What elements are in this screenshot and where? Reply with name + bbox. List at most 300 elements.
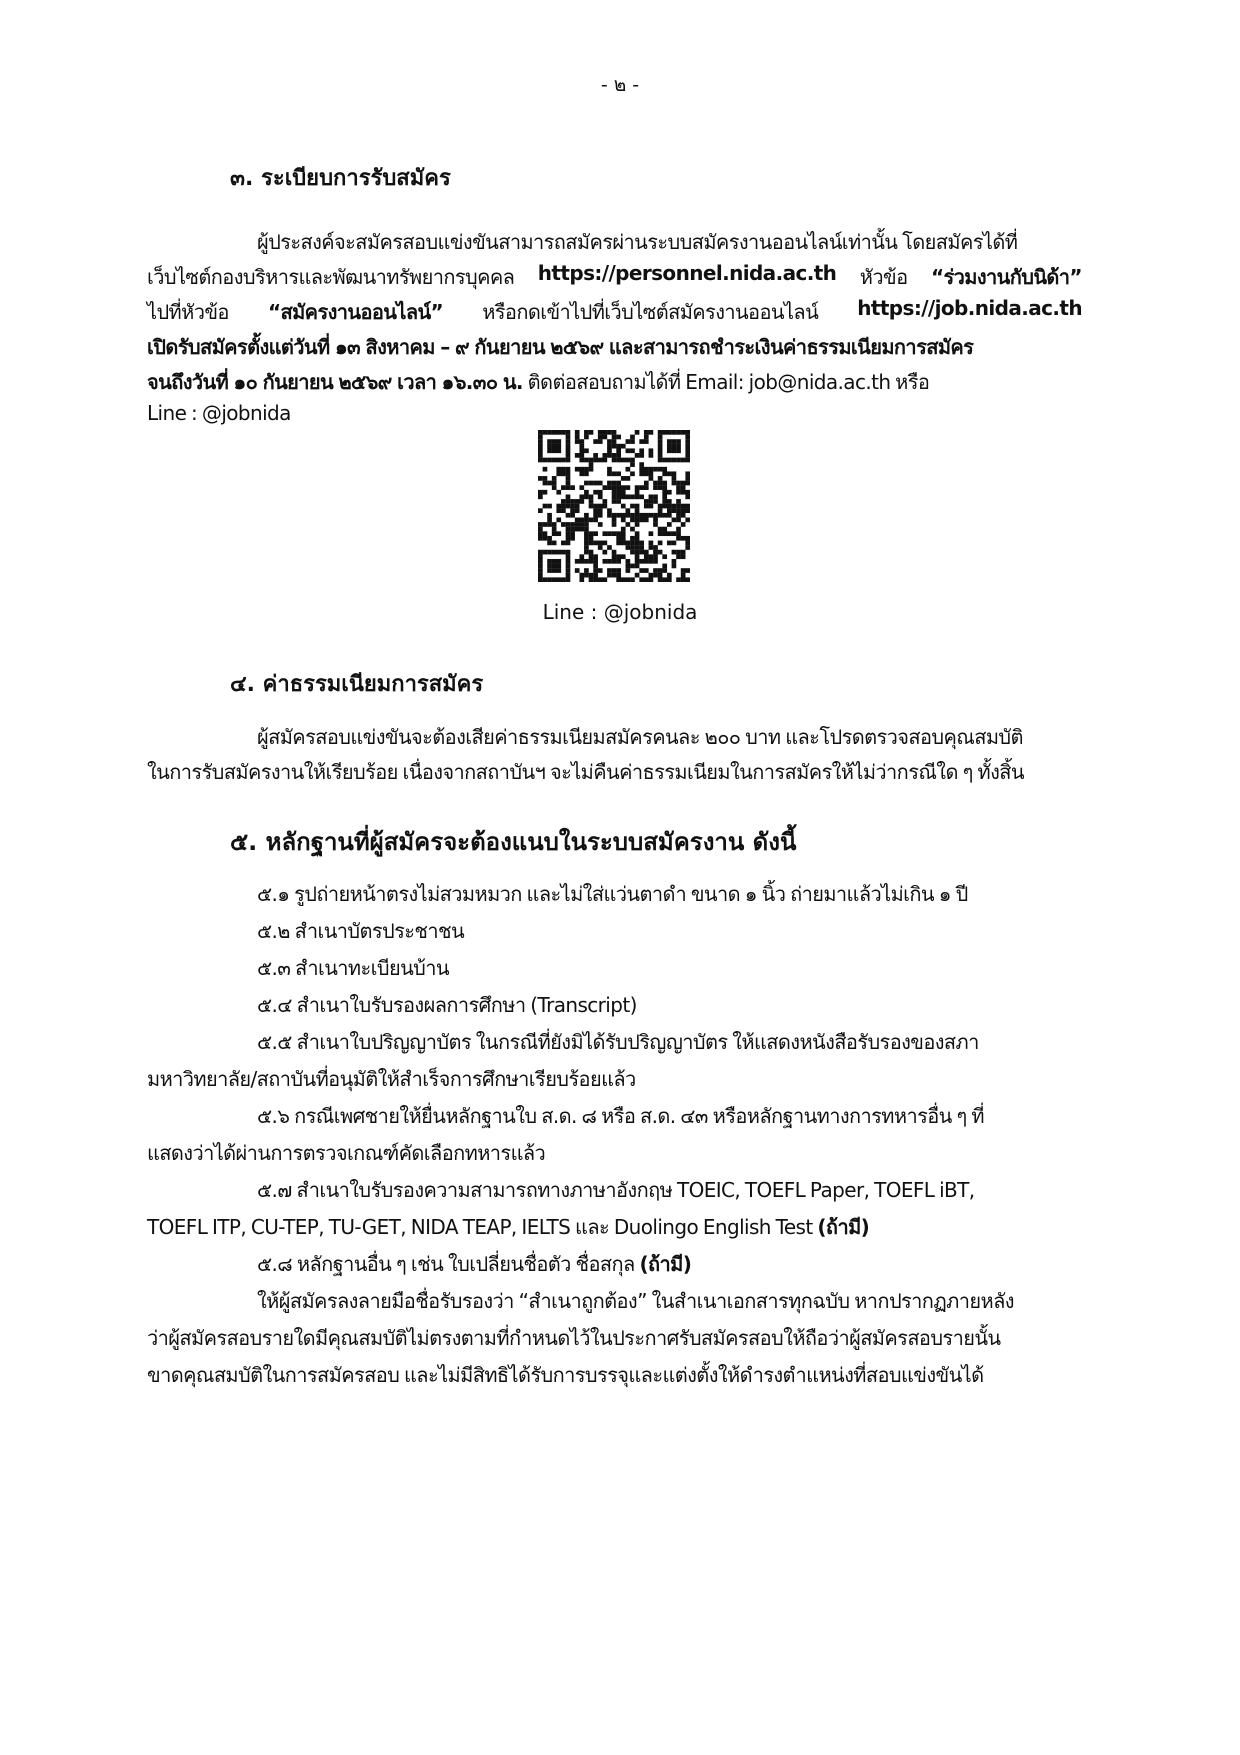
qr-module — [672, 458, 677, 463]
qr-module — [566, 458, 571, 463]
qr-module — [566, 471, 571, 476]
qr-module — [653, 554, 658, 559]
qr-module — [626, 545, 631, 550]
qr-module — [649, 476, 654, 481]
qr-module — [579, 439, 584, 444]
qr-module — [538, 448, 543, 453]
qr-module — [626, 494, 631, 499]
qr-module — [602, 504, 607, 509]
qr-module — [584, 522, 589, 527]
qr-module — [649, 573, 654, 578]
qr-module — [584, 573, 589, 578]
qr-module — [538, 522, 543, 527]
qr-module — [607, 467, 612, 472]
qr-module — [649, 467, 654, 472]
qr-module — [672, 444, 677, 449]
qr-module — [579, 554, 584, 559]
qr-module — [616, 444, 621, 449]
qr-module — [575, 435, 580, 440]
qr-module — [685, 536, 690, 541]
qr-module — [566, 513, 571, 518]
qr-module — [556, 504, 561, 509]
qr-module — [593, 439, 598, 444]
qr-module — [658, 577, 663, 582]
contact-text: ติดต่อสอบถามได้ที่ Email: job@nida.ac.th หรือ — [527, 370, 930, 394]
qr-module — [662, 499, 667, 504]
qr-module — [672, 541, 677, 546]
qr-module — [658, 527, 663, 532]
section-4-heading: ๔. ค่าธรรมเนียมการสมัคร — [230, 672, 484, 697]
qr-module — [556, 471, 561, 476]
qr-module — [635, 522, 640, 527]
qr-module — [662, 490, 667, 495]
qr-module — [685, 518, 690, 523]
qr-module — [612, 573, 617, 578]
qr-module — [667, 504, 672, 509]
qr-module — [538, 490, 543, 495]
section-5-note-line-1: ให้ผู้สมัครลงลายมือชื่อรับรองว่า “สำเนาถูกต้อง” ในสำเนาเอกสารทุกฉบับ หากปรากฏภายหลัง — [257, 1289, 1014, 1313]
personnel-url-link[interactable]: https://personnel.nida.ac.th — [537, 261, 837, 285]
qr-module — [589, 499, 594, 504]
qr-module — [676, 527, 681, 532]
qr-module — [589, 554, 594, 559]
qr-module — [538, 564, 543, 569]
qr-module — [593, 573, 598, 578]
qr-module — [676, 458, 681, 463]
qr-module — [653, 568, 658, 573]
qr-module — [570, 499, 575, 504]
qr-module — [589, 504, 594, 509]
qr-module — [644, 467, 649, 472]
qr-module — [626, 522, 631, 527]
qr-module — [635, 554, 640, 559]
qr-module — [566, 564, 571, 569]
qr-module — [575, 568, 580, 573]
qr-module — [621, 444, 626, 449]
qr-module — [662, 494, 667, 499]
qr-module — [667, 444, 672, 449]
qr-module — [672, 518, 677, 523]
qr-module — [626, 485, 631, 490]
qr-module — [649, 531, 654, 536]
qr-module — [630, 448, 635, 453]
qr-module — [630, 545, 635, 550]
qr-module — [681, 504, 686, 509]
qr-module — [566, 527, 571, 532]
qr-module — [593, 564, 598, 569]
qr-module — [607, 439, 612, 444]
qr-module — [584, 559, 589, 564]
qr-module — [579, 458, 584, 463]
qr-module — [538, 559, 543, 564]
qr-module — [616, 559, 621, 564]
qr-module — [653, 573, 658, 578]
qr-module — [635, 545, 640, 550]
qr-module — [653, 467, 658, 472]
qr-module — [644, 430, 649, 435]
qr-module — [658, 481, 663, 486]
qr-module — [635, 573, 640, 578]
qr-module — [556, 577, 561, 582]
qr-module — [662, 568, 667, 573]
qr-module — [547, 504, 552, 509]
qr-module — [644, 577, 649, 582]
qr-module — [593, 504, 598, 509]
qr-module — [681, 550, 686, 555]
qr-module — [672, 439, 677, 444]
section-3-line-6: Line : @jobnida — [147, 401, 291, 425]
qr-module — [644, 481, 649, 486]
qr-module — [612, 485, 617, 490]
qr-module — [556, 490, 561, 495]
qr-module — [662, 577, 667, 582]
qr-module — [598, 577, 603, 582]
section-5-item-3: ๕.๓ สำเนาทะเบียนบ้าน — [257, 956, 449, 980]
qr-module — [616, 531, 621, 536]
qr-module — [575, 559, 580, 564]
qr-module — [676, 448, 681, 453]
qr-module — [616, 536, 621, 541]
qr-module — [556, 559, 561, 564]
qr-module — [547, 541, 552, 546]
qr-module — [566, 435, 571, 440]
qr-module — [621, 518, 626, 523]
qr-module — [566, 522, 571, 527]
qr-module — [658, 531, 663, 536]
qr-module — [635, 430, 640, 435]
qr-module — [566, 439, 571, 444]
qr-module — [635, 513, 640, 518]
qr-module — [593, 541, 598, 546]
qr-module — [552, 448, 557, 453]
qr-module — [589, 541, 594, 546]
qr-module — [579, 494, 584, 499]
qr-module — [667, 577, 672, 582]
qr-module — [672, 448, 677, 453]
qr-module — [538, 476, 543, 481]
qr-module — [681, 458, 686, 463]
qr-module — [552, 444, 557, 449]
qr-module — [566, 430, 571, 435]
qr-module — [630, 527, 635, 532]
qr-module — [612, 490, 617, 495]
qr-module — [602, 559, 607, 564]
qr-module — [547, 448, 552, 453]
qr-module — [566, 481, 571, 486]
qr-module — [566, 444, 571, 449]
qr-module — [626, 458, 631, 463]
qr-module — [644, 554, 649, 559]
section-3-line-2 — [147, 261, 1082, 293]
qr-module — [662, 471, 667, 476]
qr-module — [649, 554, 654, 559]
qr-module — [621, 485, 626, 490]
qr-module — [685, 481, 690, 486]
qr-module — [575, 430, 580, 435]
qr-module — [598, 435, 603, 440]
qr-module — [616, 471, 621, 476]
qr-module — [547, 430, 552, 435]
qr-module — [561, 504, 566, 509]
qr-module — [616, 513, 621, 518]
qr-module — [547, 536, 552, 541]
qr-module — [584, 531, 589, 536]
qr-module — [575, 522, 580, 527]
section-5-item-6-line-1: ๕.๖ กรณีเพศชายให้ยื่นหลักฐานใบ ส.ด. ๘ หรือ ส.ด. ๔๓ หรือหลักฐานทางการทหารอื่น ๆ ที่ — [257, 1104, 984, 1128]
qr-module — [685, 453, 690, 458]
qr-module — [658, 485, 663, 490]
qr-module — [667, 490, 672, 495]
qr-module — [672, 531, 677, 536]
job-url-link[interactable]: https://job.nida.ac.th — [857, 296, 1082, 320]
qr-module — [653, 559, 658, 564]
qr-module — [543, 458, 548, 463]
qr-module — [667, 458, 672, 463]
qr-module — [598, 541, 603, 546]
qr-module — [593, 490, 598, 495]
qr-module — [602, 577, 607, 582]
qr-module — [543, 430, 548, 435]
qr-module — [579, 467, 584, 472]
qr-module — [630, 435, 635, 440]
qr-module — [584, 458, 589, 463]
qr-module — [570, 527, 575, 532]
qr-module — [566, 499, 571, 504]
qr-module — [676, 481, 681, 486]
qr-module — [561, 541, 566, 546]
qr-module — [566, 448, 571, 453]
qr-module — [685, 504, 690, 509]
qr-module — [607, 545, 612, 550]
qr-module — [667, 541, 672, 546]
qr-module — [658, 504, 663, 509]
qr-module — [676, 550, 681, 555]
qr-module — [662, 458, 667, 463]
qr-module — [538, 439, 543, 444]
qr-module — [566, 577, 571, 582]
qr-module — [649, 513, 654, 518]
qr-module — [626, 476, 631, 481]
qr-module — [644, 471, 649, 476]
qr-module — [561, 522, 566, 527]
qr-module — [547, 518, 552, 523]
qr-module — [626, 559, 631, 564]
qr-module — [612, 435, 617, 440]
qr-module — [552, 568, 557, 573]
qr-module — [630, 494, 635, 499]
qr-module — [616, 453, 621, 458]
qr-module — [616, 494, 621, 499]
qr-module — [672, 471, 677, 476]
qr-module — [681, 513, 686, 518]
qr-module — [635, 494, 640, 499]
qr-module — [579, 471, 584, 476]
qr-module — [589, 577, 594, 582]
qr-module — [662, 554, 667, 559]
qr-module — [644, 499, 649, 504]
qr-module — [612, 522, 617, 527]
qr-module — [626, 439, 631, 444]
qr-module — [667, 471, 672, 476]
qr-module — [570, 522, 575, 527]
section-3-line-3 — [147, 296, 1082, 328]
section-4-line-2: ในการรับสมัครงานให้เรียบร้อย เนื่องจากสถาบันฯ จะไม่คืนค่าธรรมเนียมในการสมัครให้ไม่ว่ากรณีใด ๆ ทั้งสิ้น — [147, 760, 1024, 784]
qr-module — [681, 554, 686, 559]
qr-module — [547, 559, 552, 564]
qr-module — [593, 568, 598, 573]
qr-module — [653, 481, 658, 486]
qr-module — [672, 430, 677, 435]
qr-module — [598, 568, 603, 573]
qr-module — [543, 577, 548, 582]
qr-module — [672, 508, 677, 513]
qr-module — [556, 518, 561, 523]
qr-module — [589, 550, 594, 555]
qr-module — [612, 513, 617, 518]
qr-module — [543, 536, 548, 541]
qr-module — [556, 550, 561, 555]
qr-module — [607, 559, 612, 564]
qr-module — [612, 568, 617, 573]
qr-module — [607, 430, 612, 435]
qr-module — [672, 559, 677, 564]
section-5-item-4: ๕.๔ สำเนาใบรับรองผลการศึกษา (Transcript) — [257, 993, 637, 1017]
qr-module — [626, 448, 631, 453]
qr-module — [662, 481, 667, 486]
qr-module — [543, 481, 548, 486]
qr-module — [584, 494, 589, 499]
qr-module — [630, 513, 635, 518]
qr-module — [570, 508, 575, 513]
qr-module — [616, 490, 621, 495]
qr-module — [626, 541, 631, 546]
qr-module — [658, 476, 663, 481]
qr-module — [589, 494, 594, 499]
qr-module — [649, 494, 654, 499]
qr-module — [662, 430, 667, 435]
qr-module — [561, 458, 566, 463]
qr-module — [584, 541, 589, 546]
qr-module — [644, 518, 649, 523]
qr-module — [589, 573, 594, 578]
qr-module — [649, 559, 654, 564]
qr-module — [543, 550, 548, 555]
qr-module — [685, 471, 690, 476]
qr-module — [561, 577, 566, 582]
qr-module — [566, 485, 571, 490]
section-5-heading: ๕. หลักฐานที่ผู้สมัครจะต้องแนบในระบบสมัครงาน ดังนี้ — [230, 828, 797, 856]
qr-module — [598, 504, 603, 509]
section-5-item-5-line-1: ๕.๕ สำเนาใบปริญญาบัตร ในกรณีที่ยังมิได้รับปริญญาบัตร ให้แสดงหนังสือรับรองของสภา — [257, 1030, 979, 1054]
qr-module — [676, 499, 681, 504]
qr-module — [579, 485, 584, 490]
qr-module — [630, 536, 635, 541]
qr-module — [556, 564, 561, 569]
qr-module — [612, 458, 617, 463]
qr-module — [566, 550, 571, 555]
qr-module — [653, 485, 658, 490]
qr-module — [653, 518, 658, 523]
qr-module — [639, 541, 644, 546]
qr-module — [649, 453, 654, 458]
qr-module — [685, 458, 690, 463]
qr-module — [635, 508, 640, 513]
qr-module — [662, 504, 667, 509]
qr-module — [612, 494, 617, 499]
qr-module — [602, 485, 607, 490]
qr-module — [579, 577, 584, 582]
qr-module — [602, 531, 607, 536]
qr-module — [639, 448, 644, 453]
qr-module — [685, 435, 690, 440]
qr-module — [584, 536, 589, 541]
qr-module — [602, 541, 607, 546]
qr-module — [658, 435, 663, 440]
qr-module — [644, 513, 649, 518]
section-4-line-1: ผู้สมัครสอบแข่งขันจะต้องเสียค่าธรรมเนียมสมัครคนละ ๒๐๐ บาท และโปรดตรวจสอบคุณสมบัติ — [257, 725, 1023, 749]
qr-module — [667, 573, 672, 578]
qr-module — [561, 508, 566, 513]
qr-module — [676, 504, 681, 509]
section-5-item-6-line-2: แสดงว่าได้ผ่านการตรวจเกณฑ์คัดเลือกทหารแล้ว — [147, 1141, 546, 1165]
qr-module — [681, 568, 686, 573]
qr-module — [556, 444, 561, 449]
qr-module — [538, 453, 543, 458]
qr-module — [662, 531, 667, 536]
qr-module — [593, 554, 598, 559]
qr-module — [658, 508, 663, 513]
qr-module — [681, 536, 686, 541]
qr-module — [685, 430, 690, 435]
qr-module — [639, 545, 644, 550]
qr-module — [602, 499, 607, 504]
section-3-line-4: เปิดรับสมัครตั้งแต่วันที่ ๑๓ สิงหาคม – ๙ กันยายน ๒๕๖๙ และสามารถชำระเงินค่าธรรมเนียมการสมัคร — [147, 335, 974, 359]
qr-module — [672, 504, 677, 509]
qr-module — [589, 467, 594, 472]
qr-module — [538, 494, 543, 499]
qr-module — [566, 453, 571, 458]
qr-module — [547, 481, 552, 486]
qr-module — [607, 448, 612, 453]
qr-module — [685, 541, 690, 546]
qr-module — [644, 504, 649, 509]
qr-module — [681, 508, 686, 513]
qr-module — [598, 439, 603, 444]
qr-module — [658, 541, 663, 546]
qr-module — [662, 527, 667, 532]
qr-module — [552, 541, 557, 546]
qr-module — [538, 508, 543, 513]
section-5-item-5-line-2: มหาวิทยาลัย/สถาบันที่อนุมัติให้สำเร็จการศึกษาเรียบร้อยแล้ว — [147, 1067, 636, 1091]
qr-module — [598, 508, 603, 513]
qr-module — [639, 439, 644, 444]
qr-module — [681, 522, 686, 527]
qr-module — [621, 458, 626, 463]
qr-module — [649, 504, 654, 509]
qr-module — [579, 453, 584, 458]
qr-module — [575, 467, 580, 472]
qr-module — [556, 448, 561, 453]
qr-code — [538, 430, 690, 582]
qr-module — [593, 508, 598, 513]
qr-module — [676, 490, 681, 495]
qr-module — [598, 481, 603, 486]
qr-module — [621, 490, 626, 495]
qr-module — [630, 471, 635, 476]
qr-module — [630, 458, 635, 463]
qr-module — [644, 568, 649, 573]
section-5-item-8 — [257, 1248, 691, 1280]
